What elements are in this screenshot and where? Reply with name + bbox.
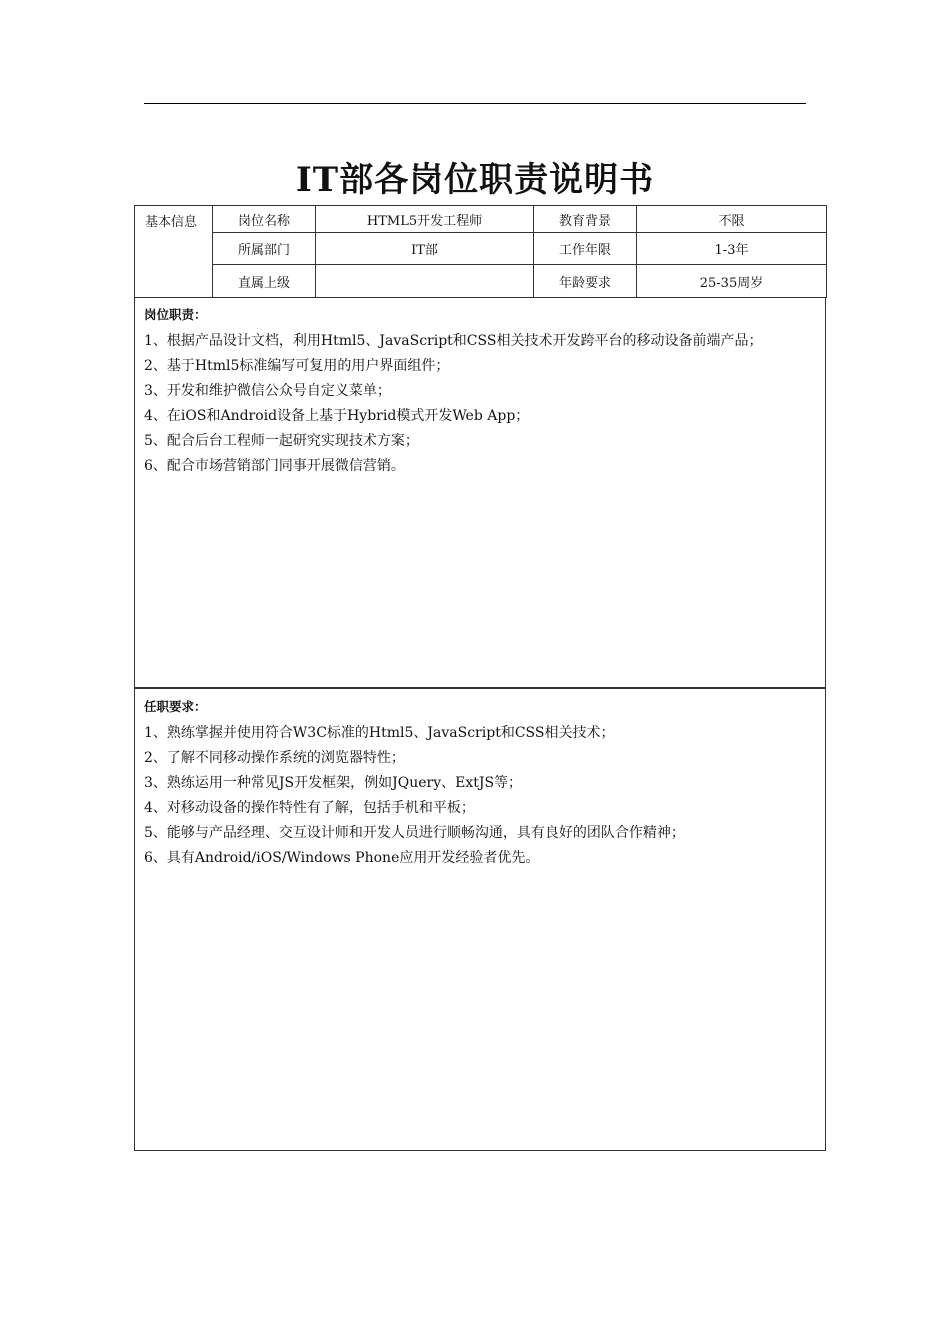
- requirements-heading: 任职要求：: [144, 699, 207, 714]
- duties-list: [144, 329, 819, 479]
- document-title: IT部各岗位职责说明书: [295, 160, 655, 200]
- education-label: 教育背景: [534, 206, 637, 233]
- list-item: 6、配合市场营销部门同事开展微信营销。: [144, 458, 405, 474]
- supervisor-label: 直属上级: [213, 265, 316, 298]
- list-item: 4、在iOS和Android设备上基于Hybrid模式开发Web App；: [144, 408, 530, 424]
- header-rule: [144, 103, 806, 104]
- list-item: 3、开发和维护微信公众号自定义菜单；: [144, 383, 391, 399]
- work-years-value: 1-3年: [637, 233, 827, 265]
- requirements-list: [144, 721, 819, 871]
- list-item: 2、了解不同移动操作系统的浏览器特性；: [144, 750, 405, 766]
- table-row: [135, 206, 827, 233]
- list-item: 5、配合后台工程师一起研究实现技术方案；: [144, 433, 419, 449]
- list-item: 4、对移动设备的操作特性有了解，包括手机和平板；: [144, 800, 475, 816]
- table-row: [135, 233, 827, 265]
- department-value: IT部: [316, 233, 534, 265]
- supervisor-value: [316, 265, 534, 298]
- list-item: 3、熟练运用一种常见JS开发框架，例如JQuery、ExtJS等；: [144, 775, 523, 791]
- basic-info-label: 基本信息: [135, 206, 213, 298]
- requirements-section: [134, 688, 826, 1151]
- list-item: 2、基于Html5标准编写可复用的用户界面组件；: [144, 358, 450, 374]
- table-row: [135, 265, 827, 298]
- department-label: 所属部门: [213, 233, 316, 265]
- age-label: 年龄要求: [534, 265, 637, 298]
- basic-info-table: [134, 205, 827, 298]
- list-item: 6、具有Android/iOS/Windows Phone应用开发经验者优先。: [144, 850, 540, 866]
- duties-section: [134, 297, 826, 688]
- position-name-label: 岗位名称: [213, 206, 316, 233]
- list-item: 1、根据产品设计文档，利用Html5、JavaScript和CSS相关技术开发跨平台的移动设备前端产品；: [144, 333, 763, 349]
- education-value: 不限: [637, 206, 827, 233]
- position-name-value: HTML5开发工程师: [316, 206, 534, 233]
- list-item: 5、能够与产品经理、交互设计师和开发人员进行顺畅沟通，具有良好的团队合作精神；: [144, 825, 685, 841]
- age-value: 25-35周岁: [637, 265, 827, 298]
- duties-heading: 岗位职责：: [144, 307, 207, 322]
- list-item: 1、熟练掌握并使用符合W3C标准的Html5、JavaScript和CSS相关技术；: [144, 725, 615, 741]
- work-years-label: 工作年限: [534, 233, 637, 265]
